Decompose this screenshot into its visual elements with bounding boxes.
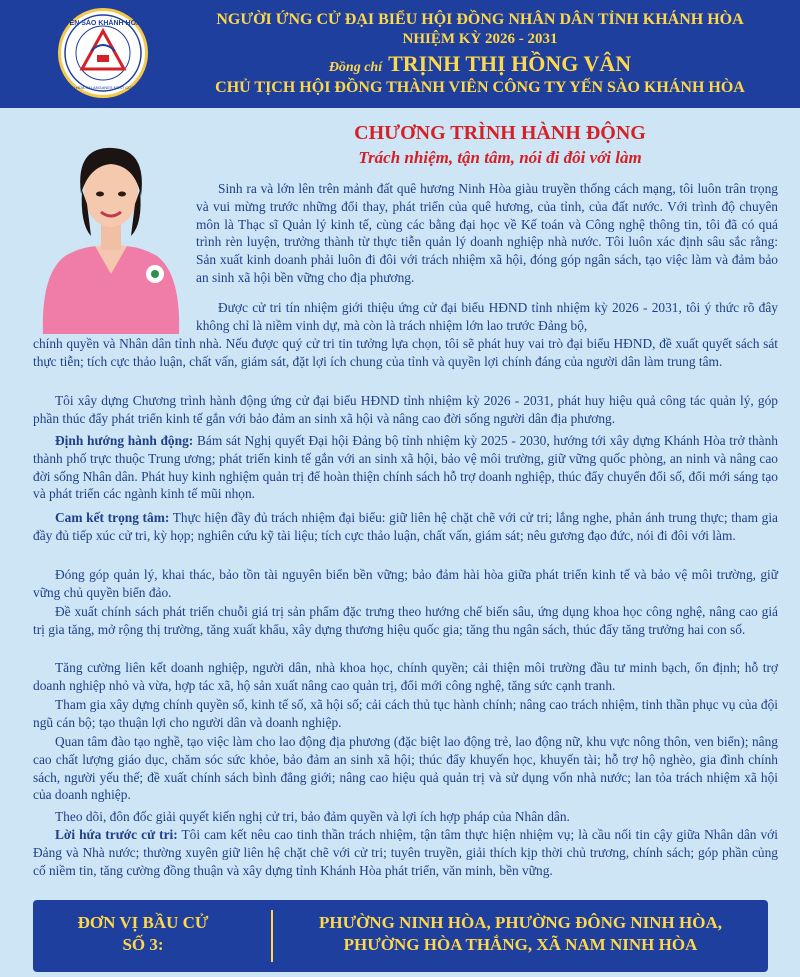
paragraph-commitment: [33, 509, 778, 545]
program-title: CHƯƠNG TRÌNH HÀNH ĐỘNG: [354, 122, 646, 144]
electoral-unit-line-1: ĐƠN VỊ BẦU CỬ: [77, 913, 209, 932]
candidate-position: CHỦ TỊCH HỘI ĐỒNG THÀNH VIÊN CÔNG TY YẾN SÀO KHÁNH HÒA: [215, 79, 745, 96]
paragraph-follow-up: Theo dõi, đôn đốc giải quyết kiến nghị cử tri, bảo đảm quyền và lợi ích hợp pháp của Nhân dân.: [55, 809, 570, 824]
candidate-portrait: [35, 124, 187, 334]
electoral-unit-label: [33, 912, 253, 956]
program-subtitle: Trách nhiệm, tận tâm, nói đi đôi với làm: [358, 148, 642, 167]
header-banner: [0, 0, 800, 108]
paragraph-intro: Sinh ra và lớn lên trên mảnh đất quê hương Ninh Hòa giàu truyền thống cách mạng, tôi luôn trân trọng và vui mừng trước những đổi thay, phát triển của quê hương, của tỉnh, của đất nước. Với trình độ chuyên môn là Thạc sĩ Quản lý kinh tế, cùng các bằng đại học về Kế toán và Công nghệ thông tin, tôi đã có quá trình rèn luyện, trưởng thành từ thực tiễn quản lý doanh nghiệp nhà nước. Tôi luôn xác định sâu sắc rằng: Sản xuất kinh doanh phải luôn đi đôi với trách nhiệm xã hội, đóng góp ngân sách, tạo việc làm và đảm bảo an sinh xã hội bền vững cho địa phương.: [196, 181, 778, 285]
paragraph-digital: Tham gia xây dựng chính quyền số, kinh tế số, xã hội số; cải cách thủ tục hành chính; nâng cao trách nhiệm, tinh thần phục vụ của đội ngũ cán bộ; tạo thuận lợi cho người dân và doanh nghiệp.: [33, 697, 778, 730]
orientation-heading: Định hướng hành động:: [55, 433, 194, 448]
company-logo: [58, 8, 148, 98]
paragraph-nomination-cont: chính quyền và Nhân dân tỉnh nhà. Nếu được quý cử tri tin tưởng lựa chọn, tôi sẽ phát huy vai trò đại biểu HĐND, đề xuất quyết sách sát thực tiễn; tích cực thảo luận, chất vấn, giám sát, đặt lợi ích chung của tỉnh và quyền lợi chính đáng của người dân làm trung tâm.: [33, 336, 778, 369]
paragraph-program: Tôi xây dựng Chương trình hành động ứng cử đại biểu HĐND tỉnh nhiệm kỳ 2026 - 2031, phát huy hiệu quả công tác quản lý, góp phần thúc đẩy phát triển kinh tế gắn với bảo đảm an sinh xã hội và nâng cao đời sống người dân địa phương.: [33, 393, 778, 426]
paragraph-orientation: [33, 432, 778, 503]
commitment-text: Thực hiện đầy đủ trách nhiệm đại biểu: giữ liên hệ chặt chẽ với cử tri; lắng nghe, phản ánh trung thực; tham gia đầy đủ tiếp xúc cử tri, kỳ họp; nghiên cứu kỹ tài liệu; tích cực thảo luận, chất vấn, giám sát; nêu gương đạo đức, nói đi đôi với làm.: [33, 510, 778, 543]
commitment-heading: Cam kết trọng tâm:: [55, 510, 170, 525]
candidate-name: TRỊNH THỊ HỒNG VÂN: [388, 51, 632, 76]
paragraph-linkage: Tăng cường liên kết doanh nghiệp, người dân, nhà khoa học, chính quyền; cải thiện môi trường đầu tư minh bạch, ổn định; hỗ trợ doanh nghiệp nhỏ và vừa, hợp tác xã, hộ sản xuất nâng cao quản trị, đổi mới công nghệ, tăng sức cạnh tranh.: [33, 660, 778, 693]
electoral-area-line-2: PHƯỜNG HÒA THẮNG, XÃ NAM NINH HÒA: [343, 935, 698, 954]
paragraph-marine: Đóng góp quản lý, khai thác, bảo tồn tài nguyên biển bền vững; bảo đảm hài hòa giữa phát triển kinh tế và bảo vệ môi trường, giữ vững chủ quyền biển đảo.: [33, 567, 778, 600]
candidate-name-line: [160, 51, 800, 77]
paragraph-value-chain: Đề xuất chính sách phát triển chuỗi giá trị sản phẩm đặc trưng theo hướng chế biến sâu, ứng dụng khoa học công nghệ, nâng cao giá trị gia tăng, mở rộng thị trường, tăng xuất khẩu, xây dựng thương hiệu quốc gia; tăng thu ngân sách, thúc đẩy tăng trưởng hai con số.: [33, 604, 778, 637]
electoral-unit-banner: [33, 900, 768, 972]
logo-emblem-icon: [61, 11, 145, 95]
electoral-unit-line-2: SỐ 3:: [122, 935, 164, 954]
electoral-area-line-1: PHƯỜNG NINH HÒA, PHƯỜNG ĐÔNG NINH HÒA,: [319, 913, 722, 932]
logo-bottom-text: KHANH HOA SALANGANES NEST COMPANY: [61, 85, 145, 90]
promise-text: Tôi cam kết nêu cao tinh thần trách nhiệm, tận tâm thực hiện nhiệm vụ; là cầu nối tin cậy giữa Nhân dân với Đảng và Nhà nước; thường xuyên giữ liên hệ chặt chẽ với cử tri; tuyên truyền, giải thích kịp thời chủ trương, chính sách; góp phần củng cố niềm tin, tăng cường đồng thuận và xây dựng tỉnh Khánh Hòa phát triển, văn minh, bền vững.: [33, 827, 778, 878]
orientation-text: Bám sát Nghị quyết Đại hội Đảng bộ tỉnh nhiệm kỳ 2025 - 2030, hướng tới xây dựng Khánh Hòa trở thành thành phố trực thuộc Trung ương; phát triển kinh tế gắn với an sinh xã hội, bảo vệ môi trường, giữ vững quốc phòng, an ninh và nâng cao đời sống Nhân dân. Phát huy kinh nghiệm quản trị để hoàn thiện chính sách hỗ trợ doanh nghiệp, thúc đẩy chuyển đổi số, đổi mới sáng tạo và phát triển các ngành kinh tế mũi nhọn.: [33, 433, 779, 502]
promise-heading: Lời hứa trước cử tri:: [55, 827, 178, 842]
logo-top-text: YẾN SÀO KHÁNH HÒA: [64, 20, 142, 27]
header-term: NHIỆM KỲ 2026 - 2031: [402, 31, 558, 47]
portrait-person-icon: [35, 124, 187, 334]
paragraph-promise: [33, 826, 778, 879]
electoral-area: [273, 912, 768, 956]
header-line-1: NGƯỜI ỨNG CỬ ĐẠI BIỂU HỘI ĐỒNG NHÂN DÂN TỈNH KHÁNH HÒA: [216, 11, 744, 28]
paragraph-social: Quan tâm đào tạo nghề, tạo việc làm cho lao động địa phương (đặc biệt lao động trẻ, lao động nữ, khu vực nông thôn, ven biển); nâng cao chất lượng giáo dục, chăm sóc sức khỏe, bảo đảm an sinh xã hội; thúc đẩy khuyến học, khuyến tài; hỗ trợ hộ nghèo, gia đình chính sách, người yếu thế; đề xuất chính sách bình đẳng giới; nâng cao hiệu quả quản trị và sử dụng vốn nhà nước; lan tỏa trách nhiệm xã hội của doanh nghiệp.: [33, 734, 778, 803]
honorific: Đồng chí: [328, 60, 383, 75]
paragraph-nomination-start: Được cử tri tín nhiệm giới thiệu ứng cử đại biểu HĐND tỉnh nhiệm kỳ 2026 - 2031, tôi ý thức rõ đây không chỉ là niềm vinh dự, mà còn là trách nhiệm lớn lao trước Đảng bộ,: [196, 300, 778, 333]
